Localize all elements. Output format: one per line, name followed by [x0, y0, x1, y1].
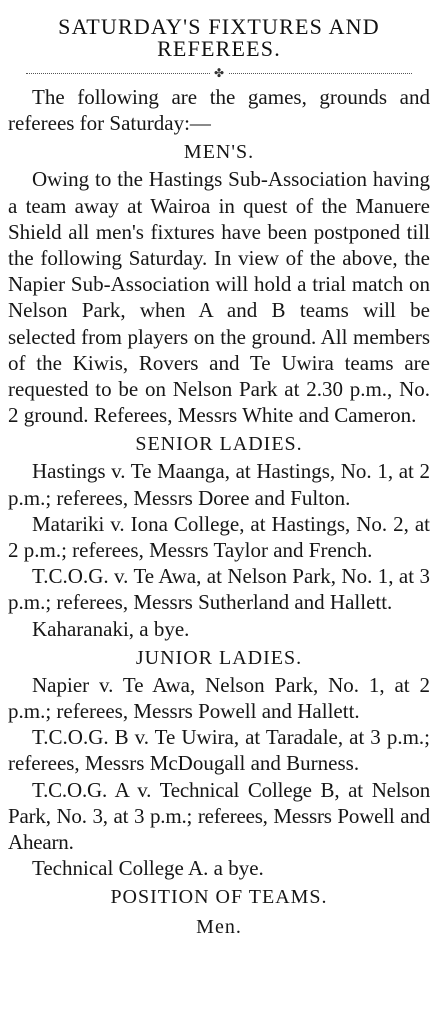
ornamental-rule — [26, 66, 412, 80]
article-column — [8, 16, 430, 941]
headline-line-1: SATURDAY'S FIXTURES AND — [58, 14, 380, 39]
senior-fixture-3: T.C.O.G. v. Te Awa, at Nelson Park, No. 1, at 3 p.m.; referees, Messrs Sutherland and Hallett. — [8, 564, 430, 615]
mens-heading: MEN'S. — [183, 141, 255, 164]
headline — [8, 16, 430, 60]
junior-fixture-4: Technical College A. a bye. — [32, 856, 264, 881]
ornament-icon: ✤ — [210, 66, 228, 80]
junior-ladies-heading: JUNIOR LADIES. — [135, 646, 303, 669]
position-heading: POSITION OF TEAMS. — [110, 886, 328, 909]
senior-fixture-4: Kaharanaki, a bye. — [32, 616, 190, 641]
senior-ladies-heading: SENIOR LADIES. — [135, 433, 303, 456]
intro-paragraph: The following are the games, grounds and referees for Saturday:— — [8, 85, 430, 136]
junior-fixture-3: T.C.O.G. A v. Technical College B, at Nelson Park, No. 3, at 3 p.m.; referees, Messrs Powell and Ahearn. — [8, 777, 430, 855]
junior-fixture-1: Napier v. Te Awa, Nelson Park, No. 1, at 2 p.m.; referees, Messrs Powell and Hallett. — [8, 672, 430, 724]
mens-paragraph: Owing to the Hastings Sub-Association having a team away at Wairoa in quest of the Manuere Shield all men's fixtures have been postponed till the following Saturday. In view of the above, the Napier Sub-Association will hold a trial match on Nelson Park, when A and B teams will be selected from players on the ground. All members of the Kiwis, Rovers and Te Uwira teams are requested to be on Nelson Park at 2.30 p.m., No. 2 ground. Referees, Messrs White and Cameron. — [8, 167, 430, 428]
senior-fixture-2: Matariki v. Iona College, at Hastings, No. 2, at 2 p.m.; referees, Messrs Taylor and French. — [8, 511, 430, 563]
junior-fixture-2: T.C.O.G. B v. Te Uwira, at Taradale, at 3 p.m.; referees, Messrs McDougall and Burness. — [8, 725, 430, 776]
position-subheading: Men. — [196, 916, 242, 939]
headline-line-2: REFEREES. — [157, 36, 281, 61]
senior-fixture-1: Hastings v. Te Maanga, at Hastings, No. 1, at 2 p.m.; referees, Messrs Doree and Fulton. — [8, 459, 430, 510]
